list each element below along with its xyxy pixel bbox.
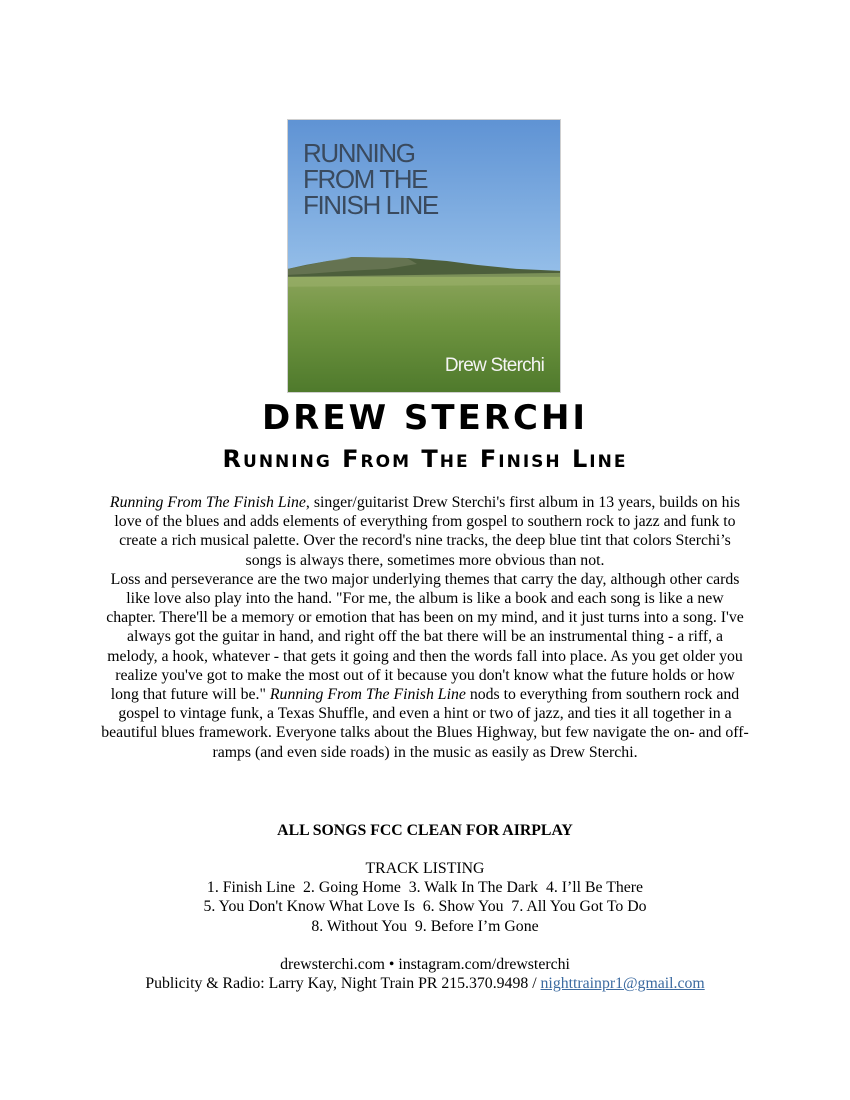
track-line: 8. Without You 9. Before I’m Gone	[311, 917, 539, 935]
track-listing-heading: TRACK LISTING	[365, 860, 485, 877]
email-link[interactable]: nighttrainpr1@gmail.com	[540, 975, 705, 993]
press-release-body	[100, 493, 750, 762]
cover-title: RUNNING FROM THE FINISH LINE	[303, 138, 438, 220]
bio-paragraph-1-text: , singer/guitarist Drew Sterchi's first album in 13 years, builds on his love of the blues and adds elements of everything from gospel to southern rock to jazz and funk to create a rich musical palette. Over the record's nine tracks, the deep blue tint that colors Sterchi’s songs is always there, sometimes more obvious than not.	[114, 494, 741, 569]
album-title-italic: Running From The Finish Line	[109, 494, 306, 511]
track-line: 1. Finish Line 2. Going Home 3. Walk In The Dark 4. I’ll Be There	[206, 879, 644, 897]
album-cover	[287, 119, 561, 393]
publicity-contact: Publicity & Radio: Larry Kay, Night Train PR 215.370.9498 /	[145, 975, 541, 993]
artist-name: DREW STERCHI	[261, 398, 589, 438]
fcc-notice: ALL SONGS FCC CLEAN FOR AIRPLAY	[277, 822, 573, 839]
bio-paragraph-2-text: nods to everything from southern rock and gospel to vintage funk, a Texas Shuffle, and even a hint or two of jazz, and ties it all together in a beautiful blues framework. Everyone talks about the Blues Highway, but few navigate the on- and off-ramps (and even side roads) in the music as easily as Drew Sterchi.	[101, 686, 749, 761]
publicity-line	[0, 974, 850, 993]
website-links: drewsterchi.com • instagram.com/drewsterchi	[280, 956, 570, 973]
track-line: 5. You Don't Know What Love Is 6. Show You 7. All You Got To Do	[203, 898, 647, 916]
contact-info	[0, 955, 850, 993]
album-title-italic: Running From The Finish Line	[269, 686, 466, 704]
bio-paragraph-2-quote: Loss and perseverance are the two major underlying themes that carry the day, although other cards like love also play into the hand. "For me, the album is like a book and each song is like a new chapter. There'll be a memory or emotion that has been on my mind, and it just turns into a song. I've always got the guitar in hand, and right off the bat there will be an instrumental thing - a riff, a melody, a hook, whatever - that gets it going and then the words fall into place. As you get older you realize you've got to make the most out of it because you don't know what the future holds or how long that future will be."	[106, 570, 744, 704]
bio-paragraph-2	[100, 570, 750, 762]
bio-paragraph-1	[100, 493, 750, 570]
cover-artist-name: Drew Sterchi	[444, 355, 544, 376]
track-listing	[0, 859, 850, 936]
album-title: Running From The Finish Line	[222, 445, 628, 473]
